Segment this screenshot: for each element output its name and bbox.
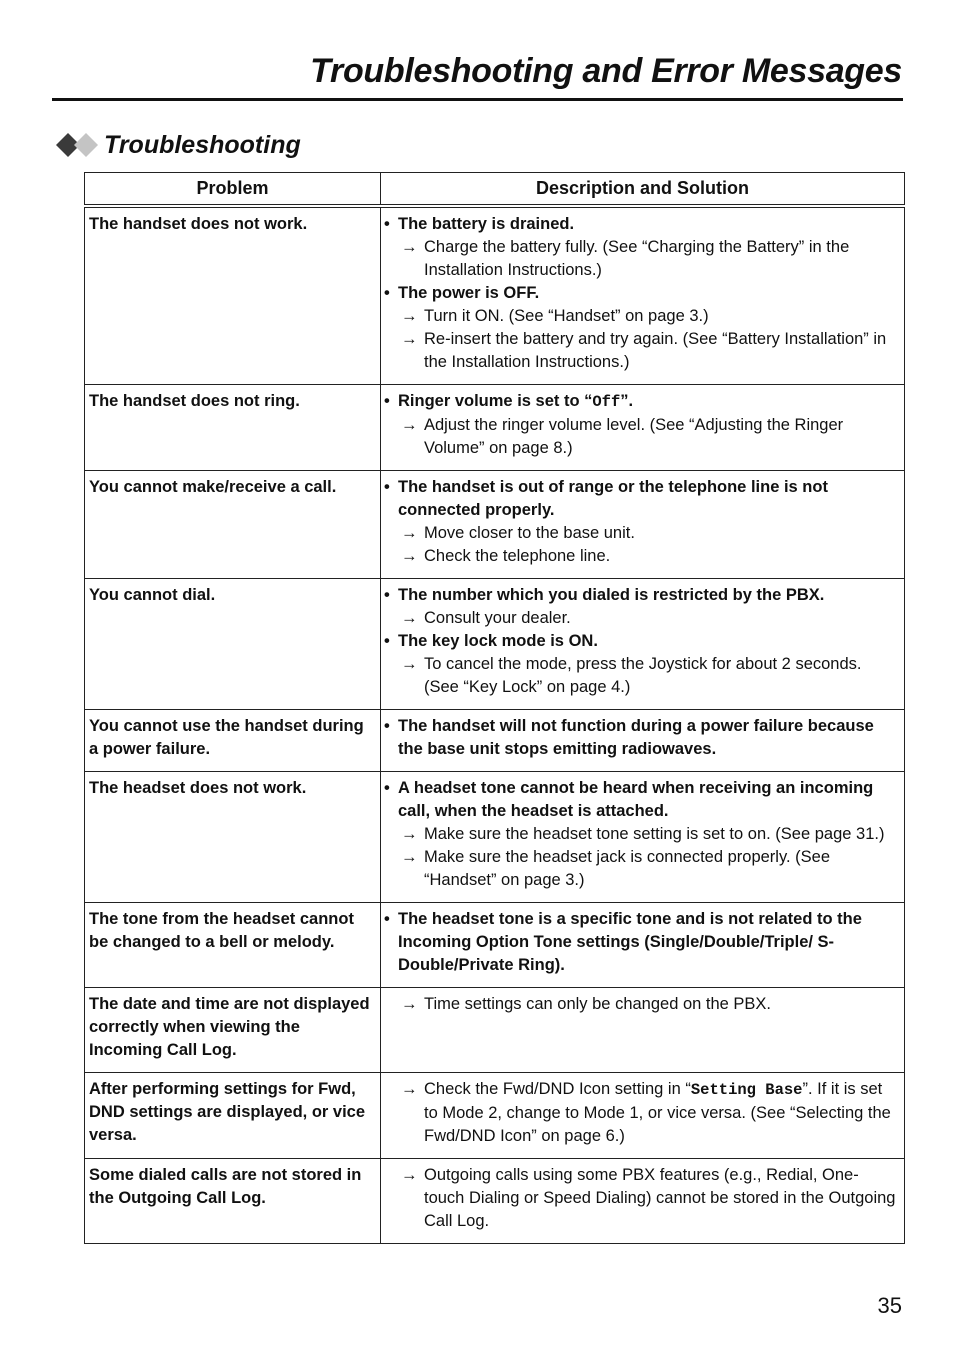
cause-item	[384, 213, 898, 236]
arrow-right-icon: →	[401, 1166, 418, 1184]
solution-item	[384, 823, 898, 846]
solution-text: Outgoing calls using some PBX features (e.g., Redial, One-touch Dialing or Speed Dialing) cannot be stored in the Outgoing Call Log.	[424, 1166, 896, 1230]
page-title: Troubleshooting and Error Messages	[310, 52, 902, 90]
problem-cell: The handset does not work.	[85, 206, 381, 385]
table-row	[85, 710, 905, 772]
solution-item	[384, 545, 898, 568]
description-cell	[381, 385, 905, 471]
solution-text: Time settings can only be changed on the PBX.	[424, 995, 772, 1013]
solution-text: Consult your dealer.	[424, 609, 571, 627]
solution-item	[384, 607, 898, 630]
arrow-right-icon: →	[401, 547, 418, 565]
page-number: 35	[877, 1293, 902, 1318]
problem-cell: Some dialed calls are not stored in the Outgoing Call Log.	[85, 1159, 381, 1244]
display-code: Setting Base	[690, 1081, 803, 1099]
cause-item	[384, 390, 898, 414]
cause-item	[384, 715, 898, 761]
description-cell	[381, 710, 905, 772]
table-row	[85, 1159, 905, 1244]
arrow-right-icon: →	[401, 416, 418, 434]
cause-item	[384, 908, 898, 977]
bullet: •	[384, 586, 390, 604]
description-cell	[381, 772, 905, 903]
arrow-right-icon: →	[401, 524, 418, 542]
solution-text: Re-insert the battery and try again. (See “Battery Installation” in the Installation Instructions.)	[424, 330, 887, 371]
problem-cell: You cannot use the handset during a power failure.	[85, 710, 381, 772]
problem-cell: The date and time are not displayed correctly when viewing the Incoming Call Log.	[85, 988, 381, 1073]
solution-item	[384, 328, 898, 374]
arrow-right-icon: →	[401, 238, 418, 256]
table-header-row	[85, 173, 905, 207]
arrow-right-icon: →	[401, 848, 418, 866]
cause-item	[384, 282, 898, 305]
description-cell	[381, 471, 905, 579]
section-heading	[56, 130, 301, 160]
bullet: •	[384, 717, 390, 735]
problem-cell: After performing settings for Fwd, DND settings are displayed, or vice versa.	[85, 1073, 381, 1159]
solution-text: Move closer to the base unit.	[424, 524, 635, 542]
troubleshooting-table	[84, 172, 905, 1244]
description-cell	[381, 579, 905, 710]
table-row	[85, 206, 905, 385]
solution-item	[384, 1078, 898, 1148]
bullet: •	[384, 779, 390, 797]
description-cell	[381, 903, 905, 988]
cause-item	[384, 476, 898, 522]
cause-text-end: ”.	[620, 392, 634, 410]
solution-text: Turn it ON. (See “Handset” on page 3.)	[424, 307, 709, 325]
double-diamond-icon	[56, 131, 100, 159]
table-row	[85, 471, 905, 579]
solution-text-end: ”. If it is set to Mode 2, change to Mode 1, or vice versa. (See “Selecting the Fwd/DND Icon” on page 6.)	[424, 1080, 891, 1145]
solution-text: Make sure the headset tone setting is set to on. (See page 31.)	[424, 825, 885, 843]
problem-cell: You cannot make/receive a call.	[85, 471, 381, 579]
table-row	[85, 772, 905, 903]
arrow-right-icon: →	[401, 307, 418, 325]
cause-text: A headset tone cannot be heard when receiving an incoming call, when the headset is attached.	[398, 779, 874, 820]
solution-item	[384, 522, 898, 545]
solution-text: Make sure the headset jack is connected properly. (See “Handset” on page 3.)	[424, 848, 830, 889]
description-cell	[381, 1073, 905, 1159]
problem-cell: The tone from the headset cannot be changed to a bell or melody.	[85, 903, 381, 988]
cause-text: The handset is out of range or the telephone line is not connected properly.	[398, 478, 828, 519]
bullet: •	[384, 632, 390, 650]
bullet: •	[384, 910, 390, 928]
problem-cell: The handset does not ring.	[85, 385, 381, 471]
problem-cell: You cannot dial.	[85, 579, 381, 710]
solution-text: Check the telephone line.	[424, 547, 611, 565]
cause-item	[384, 630, 898, 653]
arrow-right-icon: →	[401, 825, 418, 843]
bullet: •	[384, 284, 390, 302]
table-row	[85, 988, 905, 1073]
arrow-right-icon: →	[401, 609, 418, 627]
solution-item	[384, 653, 898, 699]
solution-text: To cancel the mode, press the Joystick for about 2 seconds. (See “Key Lock” on page 4.)	[424, 655, 862, 696]
description-cell	[381, 988, 905, 1073]
cause-text: The handset will not function during a power failure because the base unit stops emitting radiowaves.	[398, 717, 874, 758]
solution-item	[384, 305, 898, 328]
description-cell	[381, 1159, 905, 1244]
solution-item	[384, 846, 898, 892]
table-row	[85, 385, 905, 471]
table-row	[85, 579, 905, 710]
cause-text: The power is OFF.	[398, 284, 540, 302]
arrow-right-icon: →	[401, 995, 418, 1013]
solution-item	[384, 993, 898, 1016]
table-row	[85, 1073, 905, 1159]
cause-text: The number which you dialed is restricted by the PBX.	[398, 586, 825, 604]
cause-text: The key lock mode is ON.	[398, 632, 598, 650]
section-title: Troubleshooting	[104, 130, 301, 159]
display-code: Off	[592, 393, 621, 411]
bullet: •	[384, 215, 390, 233]
header-description: Description and Solution	[381, 173, 905, 207]
solution-text: Check the Fwd/DND Icon setting in “	[424, 1080, 691, 1098]
bullet: •	[384, 392, 390, 410]
arrow-right-icon: →	[401, 1080, 418, 1098]
arrow-right-icon: →	[401, 655, 418, 673]
cause-text: The battery is drained.	[398, 215, 575, 233]
solution-text: Adjust the ringer volume level. (See “Adjusting the Ringer Volume” on page 8.)	[424, 416, 844, 457]
solution-text: Charge the battery fully. (See “Charging the Battery” in the Installation Instructions.)	[424, 238, 850, 279]
cause-text: The headset tone is a specific tone and is not related to the Incoming Option Tone settings (Single/Double/Triple/ S-Double/Private Ring).	[398, 910, 862, 974]
solution-item	[384, 414, 898, 460]
bullet: •	[384, 478, 390, 496]
cause-text: Ringer volume is set to “	[398, 392, 593, 410]
solution-item	[384, 1164, 898, 1233]
header-problem: Problem	[85, 173, 381, 207]
table-row	[85, 903, 905, 988]
arrow-right-icon: →	[401, 330, 418, 348]
title-rule	[52, 98, 903, 101]
problem-cell: The headset does not work.	[85, 772, 381, 903]
cause-item	[384, 777, 898, 823]
cause-item	[384, 584, 898, 607]
solution-item	[384, 236, 898, 282]
description-cell	[381, 206, 905, 385]
